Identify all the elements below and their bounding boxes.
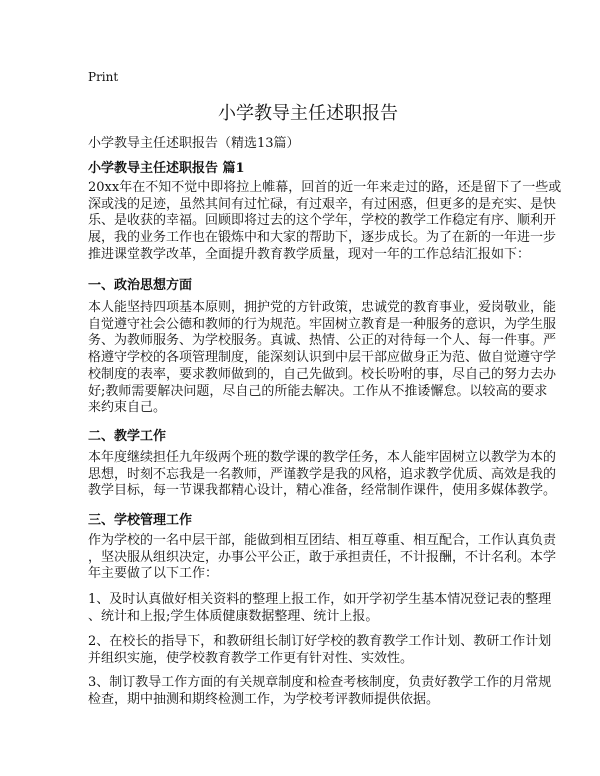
text-line: 自觉遵守社会公德和教师的行为规范。牢固树立教育是一种服务的意识，为学生服 <box>88 316 557 332</box>
text-line: 深或浅的足迹，虽然其间有过忙碌，有过艰辛，有过困惑，但更多的是充实、是快 <box>88 196 557 212</box>
list-item <box>88 634 551 667</box>
text-line: 年主要做了以下工作： <box>88 566 219 582</box>
text-line: 、统计和上报;学生体质健康数据整理、统计上报。 <box>88 608 379 624</box>
text-line: 好;教师需要解决问题，尽自己的所能去解决。工作从不推诿懈怠。以较高的要求 <box>88 383 548 399</box>
text-line: 检查，期中抽测和期终检测工作，为学校考评教师提供依据。 <box>88 691 440 707</box>
text-line: ，坚决服从组织决定，办事公平公正，敢于承担责任，不计报酬，不计名利。本学 <box>88 549 557 565</box>
text-line: 并组织实施，使学校教育教学工作更有针对性、实效性。 <box>88 650 414 666</box>
text-line: 本人能坚持四项基本原则，拥护党的方针政策，忠诚党的教育事业，爱岗敬业，能 <box>88 300 557 315</box>
section-heading: 三、学校管理工作 <box>88 513 193 528</box>
print-link[interactable]: Print <box>88 70 119 84</box>
text-line: 推进课堂教学改革，全面提升教育教学质量，现对一年的工作总结汇报如下： <box>88 246 531 262</box>
text-line: 展，我的业务工作也在锻炼中和大家的帮助下，逐步成长。为了在新的一年进一步 <box>88 230 557 246</box>
text-line: 格遵守学校的各项管理制度，能深刻认识到中层干部应做身正为范、做自觉遵守学 <box>88 350 557 366</box>
section-heading: 二、教学工作 <box>88 429 167 444</box>
list-item <box>88 675 551 708</box>
text-line: 来约束自己。 <box>88 400 167 416</box>
section-heading: 一、政治思想方面 <box>88 278 193 293</box>
section-paragraph <box>88 300 556 417</box>
section-paragraph <box>88 450 556 500</box>
text-line: 作为学校的一名中层干部，能做到相互团结、相互尊重、相互配合，工作认真负责 <box>88 533 557 548</box>
intro-paragraph <box>88 180 561 264</box>
section-paragraph <box>88 533 556 583</box>
text-line: 1、及时认真做好相关资料的整理上报工作，如开学初学生基本情况登记表的整理 <box>88 592 552 607</box>
page-title: 小学教导主任述职报告 <box>218 103 398 124</box>
list-item <box>88 592 551 625</box>
text-line: 2、在校长的指导下，和教研组长制订好学校的教育教学工作计划、教研工作计划 <box>88 634 552 649</box>
text-line: 务、为教师服务、为学校服务。真诚、热情、公正的对待每一个人、每一件事。严 <box>88 333 557 349</box>
article-heading: 小学教导主任述职报告 篇1 <box>88 161 245 176</box>
text-line: 教学目标，每一节课我都精心设计，精心准备，经常制作课件，使用多媒体教学。 <box>88 483 557 499</box>
text-line: 校制度的表率，要求教师做到的，自己先做到。校长吩咐的事，尽自己的努力去办 <box>88 366 557 382</box>
text-line: 思想，时刻不忘我是一名教师，严谨教学是我的风格，追求教学优质、高效是我的 <box>88 466 557 482</box>
text-line: 3、制订教导工作方面的有关规章制度和检查考核制度，负责好教学工作的月常规 <box>88 675 552 690</box>
text-line: 乐、是收获的幸福。回顾即将过去的这个学年，学校的教学工作稳定有序、顺利开 <box>88 213 557 229</box>
text-line: 20xx年在不知不觉中即将拉上帷幕，回首的近一年来走过的路，还是留下了一些或 <box>88 180 562 195</box>
text-line: 本年度继续担任九年级两个班的数学课的教学任务，本人能牢固树立以教学为本的 <box>88 450 557 465</box>
subtitle: 小学教导主任述职报告（精选13篇） <box>88 136 300 151</box>
